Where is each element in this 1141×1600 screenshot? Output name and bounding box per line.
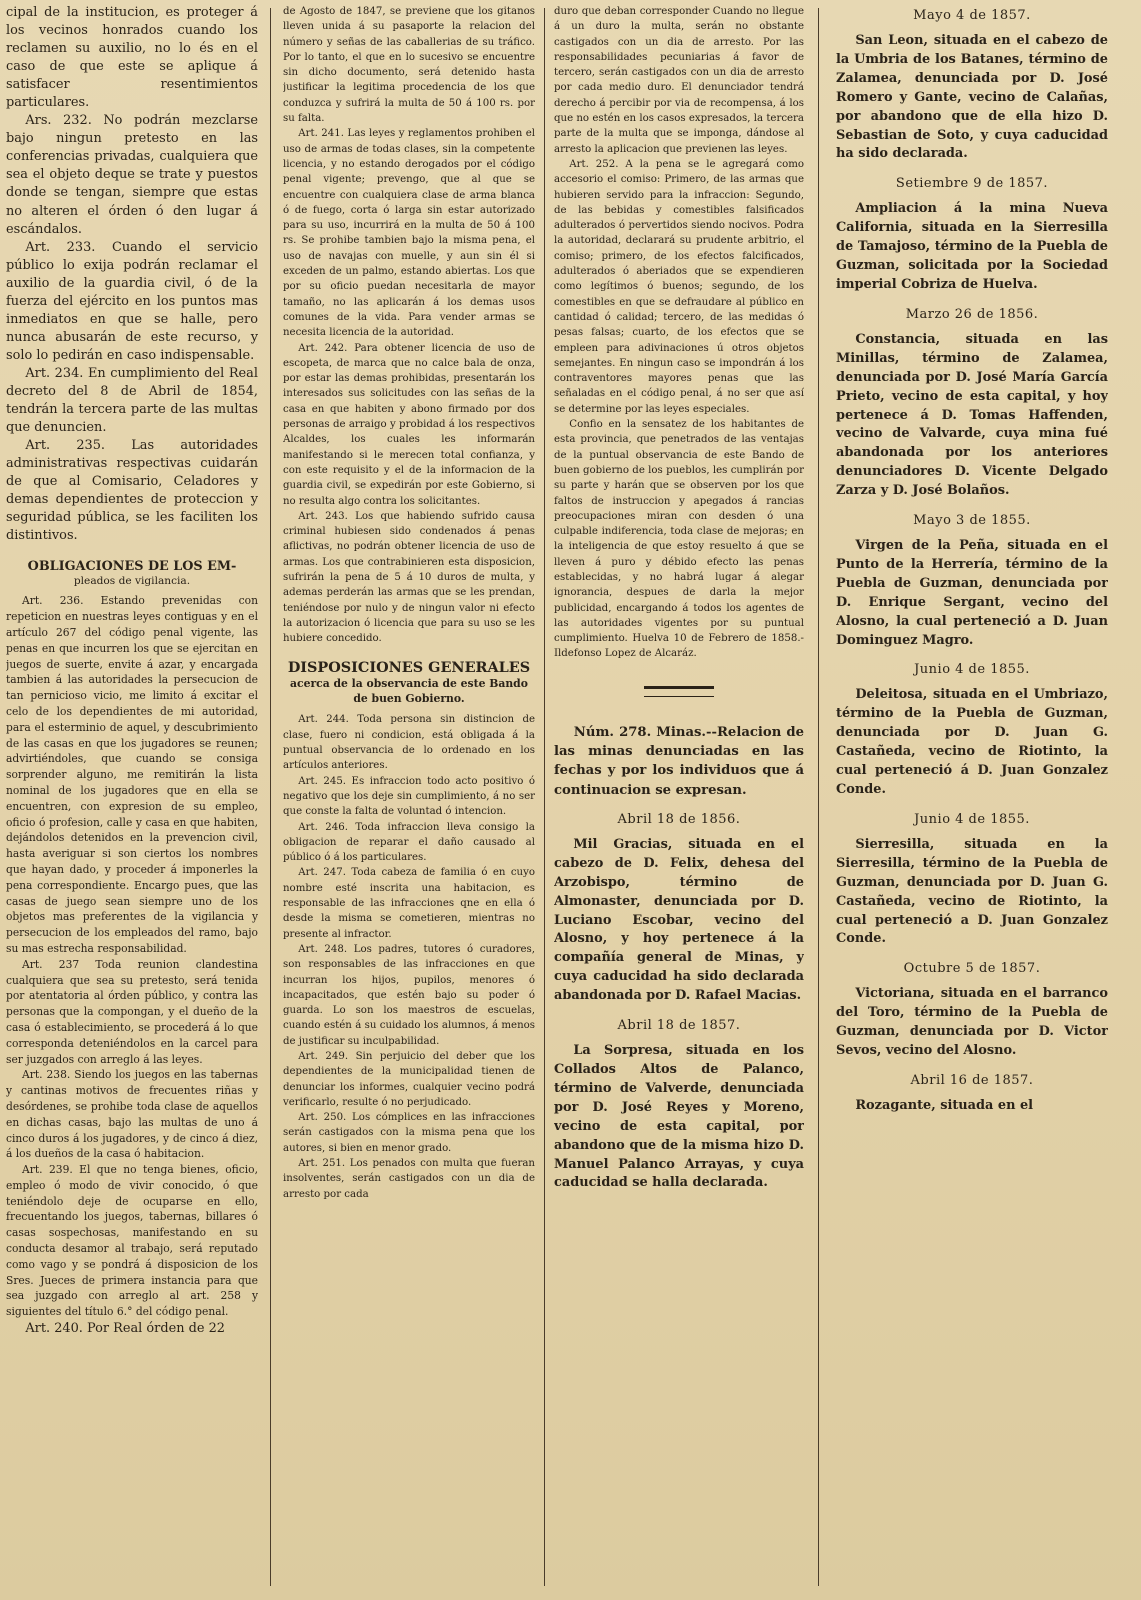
entry-date: Junio 4 de 1855. xyxy=(914,662,1030,678)
section-title-minas: Núm. 278. Minas.--Relacion de las minas denunciadas en las fechas y por los individuos que á continuacion se expresan. xyxy=(554,724,804,798)
mine-entry: Sierresilla, situada en la Sierresilla, término de la Puebla de Guzman, denunciada por D. Juan G. Castañeda, vecino de Riotinto, la cual perteneció a D. Juan Gonzalez Conde. xyxy=(836,836,1108,947)
mine-entry: Constancia, situada en las Minillas, término de Zalamea, denunciada por D. José María García Prieto, vecino de esta capital, y hoy pertenece á D. Tomas Haffenden, vecino de Valvarde, cuya mina fué abandonada por los anteriores denunciadores D. Vicente Delgado Zarza y D. José Bolaños. xyxy=(836,331,1108,499)
article-236: Art. 236. Estando prevenidas con repeticion en nuestras leyes contiguas y en el artículo 267 del código penal vigente, las penas en que incurren los que se ejercitan en juegos de suerte, envite á azar, y encargada tambien á las autoridades la persecucion de tan pernicioso vicio, me limito á excitar el celo de los dependientes de mi autoridad, para el esterminio de aquel, y descubrimiento de las casas en que los jugadores se reunen; advirtiéndoles, que cuando se consiga sorprender alguno, me remitirán la lista nominal de los jugadores que en ella se encuentren, con expresion de su empleo, oficio ó profesion, calle y casa en que habiten, dejándolos detenidos en la prevencion civil, hasta averiguar si son ciertos los nombres que hayan dado, y proceder á imponerles la pena correspondiente. Encargo pues, que las casas de juego sean siempre uno de los objetos mas preferentes de la vigilancia y persecucion de los empleados del ramo, bajo su mas estrecha responsabilidad. xyxy=(6,594,258,955)
article-251: Art. 251. Los penados con multa que fueran insolventes, serán castigados con un dia de arresto por cada xyxy=(283,1158,535,1200)
mine-entry: Victoriana, situada en el barranco del Toro, término de la Puebla de Guzman, denunciada por D. Victor Sevos, vecino del Alosno. xyxy=(836,986,1108,1059)
article-238: Art. 238. Siendo los juegos en las tabernas y cantinas motivos de frecuentes riñas y desórdenes, se prohibe toda clase de aquellos en dichas casas, bajo las multas de uno á cinco duros á los jugadores, y de cinco á diez, á los dueños de la casa ó habitacion. xyxy=(6,1068,258,1161)
article-243: Art. 243. Los que habiendo sufrido causa criminal hubiesen sido condenados á penas aflictivas, no podrán obtener licencia de uso de armas. Los que contrabinieren esta disposicion, sufrirán la pena de 5 á 10 duros de multa, y ademas perderán las armas que se les prendan, teniéndose por nulo y de ningun valor ni efecto la autorizacion ó licencia que para su uso se les hubiere concedido. xyxy=(283,510,535,645)
article-241: Art. 241. Las leyes y reglamentos prohiben el uso de armas de todas clases, sin la competente licencia, y no estando derogados por el código penal vigente; prevengo, que al que se encuentre con cualquiera clase de arma blanca ó de fuego, corta ó larga sin estar autorizado para su uso, incurrirá en la multa de 50 á 100 rs. Se prohibe tambien bajo la misma pena, el uso de navajas con muelle, y aun sin él si exceden de un palmo, estando abiertas. Los que por su oficio puedan necesitarla de mayor tamaño, no las aplicarán á los demas usos comunes de la vida. Para vender armas se necesita licencia de la autoridad. xyxy=(283,128,535,339)
entry-date: Mayo 3 de 1855. xyxy=(913,513,1031,529)
entry-date: Setiembre 9 de 1857. xyxy=(895,176,1049,192)
article-248: Art. 248. Los padres, tutores ó curadores, son responsables de las infracciones en que incurran los hijos, pupilos, menores ó incapacitados, que estén bajo su poder ó guarda. Lo son los maestros de escuelas, cuando estén á su cuidado los alumnos, á menos de justificar su inculpabilidad. xyxy=(283,943,535,1047)
column-rule xyxy=(818,8,819,1586)
article-240: Art. 240. Por Real órden de 22 xyxy=(25,1321,225,1337)
entry-date: Marzo 26 de 1856. xyxy=(905,306,1039,322)
mine-entry: Virgen de la Peña, situada en el Punto de la Herrería, término de la Puebla de Guzman, denunciada por D. Enrique Sergant, vecino del Alosno, la cual perteneció a D. Juan Dominguez Magro. xyxy=(836,538,1108,648)
closing-paragraph: Confio en la sensatez de los habitantes de esta provincia, que penetrados de las ventajas de la puntual observancia de este Bando de buen gobierno de los pueblos, les cumplirán por su parte y harán que se observen por los que faltos de instruccion y apegados á rancias preocupaciones miran con desden ó una culpable indiferencia, toda clase de mejoras; en la inteligencia de que estoy resuelto á que se lleven á puro y débido efecto las penas establecidas, y no habrá lugar á alegar ignorancia, despues de darla la mejor publicidad, encargando á todos los agentes de las autoridades vigentes por su puntual cumplimiento. Huelva 10 de Febrero de 1858.-Ildefonso Lopez de Alcaráz. xyxy=(554,419,804,660)
entry-date: Junio 4 de 1855. xyxy=(914,811,1030,827)
article-245: Art. 245. Es infraccion todo acto positivo ó negativo que los deje sin cumplimiento, á no ser que conste la falta de voluntad ó intencion. xyxy=(283,775,535,818)
entry-date: Mayo 4 de 1857. xyxy=(913,8,1031,23)
section-heading-title: DISPOSICIONES GENERALES xyxy=(287,659,531,677)
mine-entry: Mil Gracias, situada en el cabezo de D. Felix, dehesa del Arzobispo, término de Almonaster, denunciada por D. Luciano Escobar, vecino del Alosno, y hoy pertenece á la compañía general de Minas, y cuya caducidad ha sido declarada abandonada por D. Rafael Macias. xyxy=(554,836,804,1004)
entry-date: Abril 16 de 1857. xyxy=(910,1072,1034,1088)
entry-date: Abril 18 de 1856. xyxy=(617,811,741,827)
article-250: Art. 250. Los cómplices en las infracciones serán castigados con la misma pena que los autores, si bien en menor grado. xyxy=(283,1112,535,1154)
column-2 xyxy=(283,4,535,1594)
section-heading xyxy=(6,559,258,589)
column-rule xyxy=(270,8,271,1586)
mine-entry: Ampliacion á la mina Nueva California, situada en la Sierresilla de Tamajoso, término de la Puebla de Guzman, solicitada por la Sociedad imperial Cobriza de Huelva. xyxy=(836,201,1108,292)
article-233: Art. 233. Cuando el servicio público lo exija podrán reclamar el auxilio de la guardia civil, ó de la fuerza del ejército en los puntos mas inmediatos en que se halle, pero nunca abusarán de este recurso, y solo lo pedirán en caso indispensable. xyxy=(6,239,258,363)
mine-entry: La Sorpresa, situada en los Collados Altos de Palanco, término de Valverde, denunciada por D. José Reyes y Moreno, vecino de esta capital, por abandono que de la misma hizo D. Manuel Palanco Arrayas, y cuya caducidad se halla declarada. xyxy=(554,1043,804,1191)
mine-entry: San Leon, situada en el cabezo de la Umbria de los Batanes, término de Zalamea, denunciada por D. José Romero y Gante, vecino de Calañas, por abandono que de ella hizo D. Sebastian de Soto, y cuya caducidad ha sido declarada. xyxy=(836,33,1108,162)
entry-date: Octubre 5 de 1857. xyxy=(903,961,1041,977)
column-4 xyxy=(836,4,1108,1594)
ornamental-divider xyxy=(644,686,714,697)
section-heading xyxy=(283,660,535,706)
article-232: Ars. 232. No podrán mezclarse bajo ningun pretesto en las conferencias privadas, cualquiera que sea el objeto deque se trate y puestos donde se tengan, siempre que estas no alteren el órden ó den lugar á escándalos. xyxy=(6,113,258,237)
section-heading-title: OBLIGACIONES DE LOS EM- xyxy=(27,559,237,575)
column-3 xyxy=(554,4,804,1594)
article-235: Art. 235. Las autoridades administrativas respectivas cuidarán de que al Comisario, Celadores y demas dependientes de proteccion y seguridad pública, se les faciliten los distintivos. xyxy=(6,438,258,544)
entry-date: Abril 18 de 1857. xyxy=(617,1018,741,1034)
column-rule xyxy=(544,8,545,1586)
section-heading-subtitle: pleados de vigilancia. xyxy=(73,575,191,588)
paragraph: cipal de la institucion, es proteger á los vecinos honrados cuando los reclamen su auxilio, no lo és en el caso de que este se aplique á satisfacer resentimientos particulares. xyxy=(6,5,258,111)
article-234: Art. 234. En cumplimiento del Real decreto del 8 de Abril de 1854, tendrán la tercera parte de las multas que denuncien. xyxy=(6,365,258,436)
article-244: Art. 244. Toda persona sin distincion de clase, fuero ni condicion, está obligada á la puntual observancia de lo ordenado en los artículos anteriores. xyxy=(283,714,535,772)
article-239: Art. 239. El que no tenga bienes, oficio, empleo ó modo de vivir conocido, ó que teniéndolo deje de ocuparse en ello, frecuentando los juegos, tabernas, billares ó casas sospechosas, manifestando en su conducta desamor al trabajo, será reputado como vago y se pondrá á disposicion de los Sres. Jueces de primera instancia para que sea juzgado con arreglo al art. 258 y siguientes del título 6.° del código penal. xyxy=(6,1163,258,1319)
article-246: Art. 246. Toda infraccion lleva consigo la obligacion de reparar el daño causado al público ó á los particulares. xyxy=(283,821,535,864)
article-249: Art. 249. Sin perjuicio del deber que los dependientes de la municipalidad tienen de denunciar los informes, cualquier vecino podrá verificarlo, resulte ó no perjudicado. xyxy=(283,1051,535,1108)
article-247: Art. 247. Toda cabeza de familia ó en cuyo nombre esté inscrita una habitacion, es responsable de las infracciones qne en ella ó desde la misma se cometieren, mientras no presente al infractor. xyxy=(283,867,535,940)
column-1 xyxy=(6,4,258,1594)
article-242: Art. 242. Para obtener licencia de uso de escopeta, de marca que no calce bala de onza, por estar las demas prohibidas, presentarán los interesados sus solicitudes con las señas de la casa en que habiten y abono firmado por dos personas de arraigo y probidad á los respectivos Alcaldes, los cuales les informarán manifestando si le merecen total confianza, y con este requisito y el de la informacion de la guardia civil, se expedirán por este Gobierno, si no resulta algo contra los solicitantes. xyxy=(283,342,535,507)
paragraph: de Agosto de 1847, se previene que los gitanos lleven unida á su pasaporte la relacion del número y señas de las caballerias de su tráfico. Por lo tanto, el que en lo sucesivo se encuentre sin dicho documento, será detenido hasta justificar la legitima procedencia de los que conduzca y sufrirá la multa de 50 á 100 rs. por su falta. xyxy=(283,6,535,125)
section-heading-subtitle: acerca de la observancia de este Bando de buen Gobierno. xyxy=(290,677,528,706)
paragraph: duro que deban corresponder Cuando no llegue á un duro la multa, serán no obstante castigados con un dia de arresto. Por las responsabilidades pecuniarias á favor de tercero, serán castigados con un dia de arresto por cada medio duro. El denunciador tendrá derecho á percibir por via de recompensa, á los que no estén en los casos expresados, la tercera parte de la multa que se imponga, dándose al arresto la aplicacion que previenen las leyes. xyxy=(554,6,804,155)
mine-entry: Deleitosa, situada en el Umbriazo, término de la Puebla de Guzman, denunciada por D. Juan G. Castañeda, vecino de Riotinto, la cual perteneció á D. Juan Gonzalez Conde. xyxy=(836,687,1108,797)
article-252: Art. 252. A la pena se le agregará como accesorio el comiso: Primero, de las armas que hubieren servido para la infraccion: Segundo, de las bebidas y comestibles falsificados adulterados ó pervertidos siendo nocivos. Podra la autoridad, declarará su prudente arbitrio, el comiso; primero, de los efectos falcificados, adulterados ó aberiados que se expendieren como legítimos ó buenos; segundo, de los comestibles en que se defraudare al público en cantidad ó calidad; tercero, de las medidas ó pesas falsas; cuarto, de los efectos que se empleen para adivinaciones ú otros objetos semejantes. En ningun caso se impondrán á los contraventores mayores penas que las señaladas en el código penal, á no ser que así se determine por las leyes especiales. xyxy=(554,158,804,415)
article-237: Art. 237 Toda reunion clandestina cualquiera que sea su pretesto, será tenida por atentatoria al órden público, y contra las personas que la compongan, y el dueño de la casa ó establecimiento, se procederá á lo que corresponda deteniéndolos en la carcel para ser juzgados con arreglo á las leyes. xyxy=(6,957,258,1066)
mine-entry: Rozagante, situada en el xyxy=(855,1097,1034,1113)
